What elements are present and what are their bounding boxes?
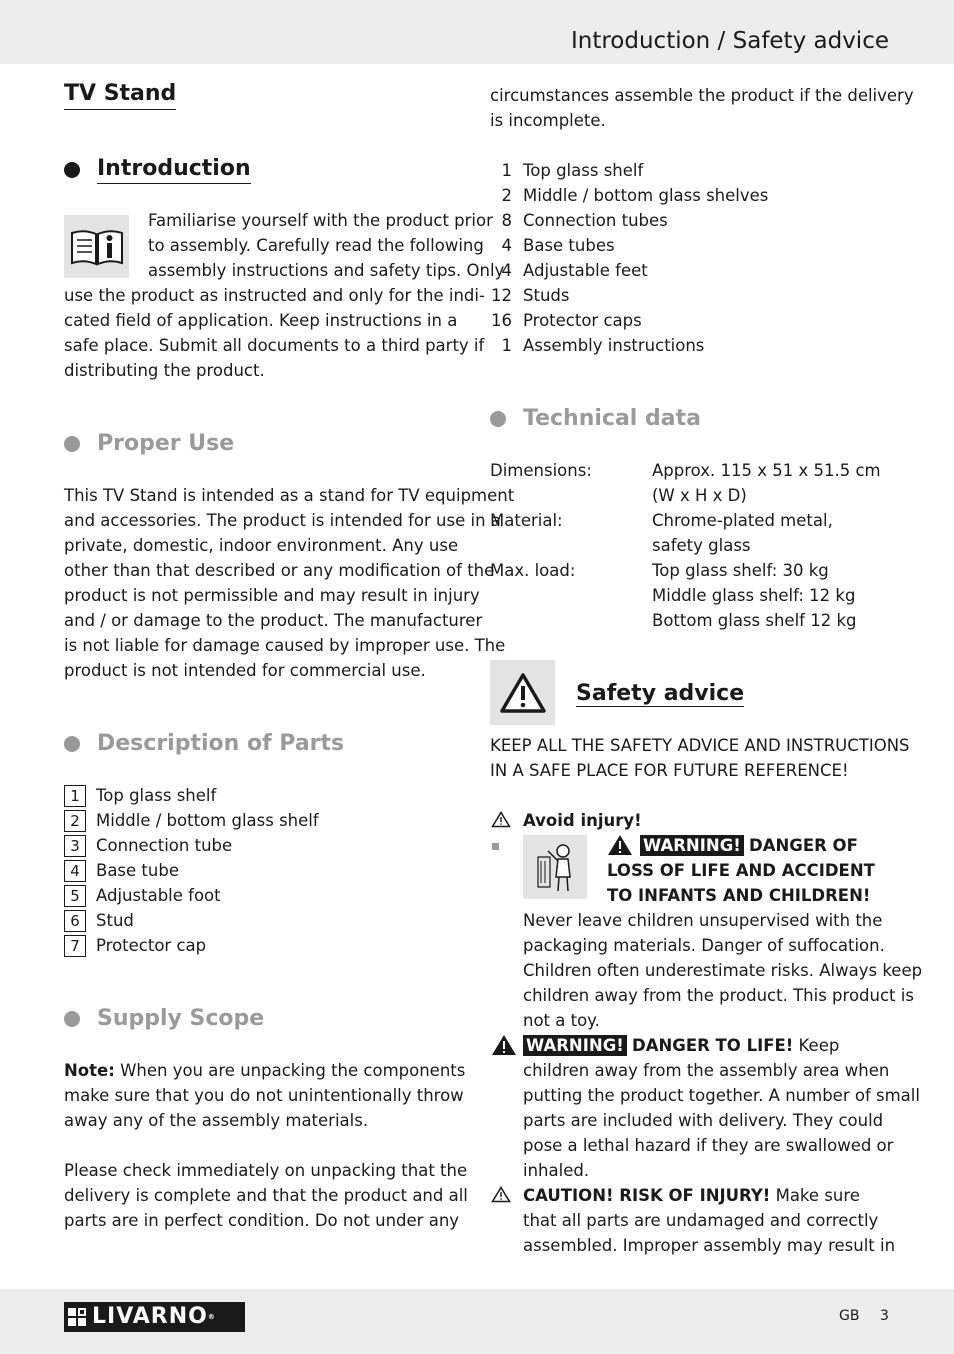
supply-item: Studs (523, 286, 570, 305)
bullet-dot-icon (64, 736, 80, 752)
page-number: 3 (880, 1308, 889, 1324)
part-number-box: 1 (64, 785, 86, 807)
children-text-line-5: not a toy. (523, 1011, 600, 1030)
info-book-icon (64, 215, 129, 278)
children-text-line-2: packaging materials. Danger of suffocation. (523, 936, 885, 955)
section-title-technical-data: Technical data (523, 406, 701, 431)
supply-check-line-3: parts are in perfect condition. Do not under any (64, 1211, 460, 1230)
product-title-wrap (64, 80, 176, 110)
tech-key: Max. load: (490, 561, 576, 580)
caution-first: Make sure (770, 1186, 860, 1205)
danger-children-text: DANGER OF (749, 836, 858, 855)
supply-qty: 16 (491, 311, 512, 330)
warning-label-badge: WARNING! (523, 1035, 627, 1056)
tech-value: safety glass (652, 536, 751, 555)
intro-line-3: assembly instructions and safety tips. Only (148, 261, 505, 280)
proper-use-line-2: and accessories. The product is intended for use in a (64, 511, 501, 530)
part-label: Connection tube (96, 836, 233, 855)
section-title-supply-scope: Supply Scope (97, 1006, 265, 1031)
small-warning-icon (491, 811, 511, 828)
danger-children-line-3: TO INFANTS AND CHILDREN! (607, 886, 871, 905)
part-number-box: 3 (64, 835, 86, 857)
safety-title-wrap (576, 680, 744, 708)
section-technical-data (490, 405, 701, 433)
danger-life-line-3: putting the product together. A number of small (523, 1086, 920, 1105)
logo-mark-icon (68, 1308, 86, 1326)
part-number-box: 4 (64, 860, 86, 882)
part-label: Middle / bottom glass shelf (96, 811, 319, 830)
section-title-safety-advice: Safety advice (576, 681, 745, 706)
part-number-box: 7 (64, 935, 86, 957)
danger-life-line-5: pose a lethal hazard if they are swallowed or (523, 1136, 894, 1155)
supply-item: Top glass shelf (523, 161, 644, 180)
supply-qty: 1 (501, 161, 512, 180)
supply-item: Protector caps (523, 311, 642, 330)
danger-life-label: DANGER TO LIFE! (632, 1036, 794, 1055)
intro-line-7: distributing the product. (64, 361, 265, 380)
supply-note-line-1 (64, 1058, 465, 1083)
note-label: Note: (64, 1061, 115, 1080)
supply-item: Assembly instructions (523, 336, 705, 355)
caution-line-2: that all parts are undamaged and correctly (523, 1211, 879, 1230)
part-number-box: 5 (64, 885, 86, 907)
brand-name (92, 1304, 215, 1330)
tech-value: Approx. 115 x 51 x 51.5 cm (652, 461, 881, 480)
bullet-dot-icon (64, 436, 80, 452)
supply-qty: 2 (501, 186, 512, 205)
children-text-line-1: Never leave children unsupervised with the (523, 911, 883, 930)
supply-qty: 1 (501, 336, 512, 355)
tech-value: Bottom glass shelf 12 kg (652, 611, 857, 630)
part-label: Top glass shelf (96, 786, 217, 805)
section-supply-scope (64, 1005, 264, 1033)
supply-qty: 12 (491, 286, 512, 305)
caution-line-3: assembled. Improper assembly may result in (523, 1236, 896, 1255)
proper-use-line-5: product is not permissible and may result in injury (64, 586, 480, 605)
danger-life-line-2: children away from the assembly area when (523, 1061, 890, 1080)
supply-item: Connection tubes (523, 211, 668, 230)
intro-line-4: use the product as instructed and only for the indi- (64, 286, 485, 305)
keep-line-1: KEEP ALL THE SAFETY ADVICE AND INSTRUCTIONS (490, 736, 910, 755)
supply-item: Adjustable feet (523, 261, 648, 280)
danger-life-first: Keep (793, 1036, 840, 1055)
supply-check-line-1: Please check immediately on unpacking that the (64, 1161, 468, 1180)
children-text-line-3: Children often underestimate risks. Always keep (523, 961, 923, 980)
proper-use-line-3: private, domestic, indoor environment. Any use (64, 536, 459, 555)
language-code: GB (839, 1308, 860, 1324)
intro-line-5: cated field of application. Keep instructions in a (64, 311, 458, 330)
child-safety-icon (523, 835, 587, 899)
brand-registered-mark: ® (207, 1313, 215, 1321)
avoid-injury-heading: Avoid injury! (523, 811, 642, 830)
page-header-title: Introduction / Safety advice (570, 28, 889, 54)
supply-qty: 8 (501, 211, 512, 230)
list-bullet-square (492, 843, 499, 850)
part-label: Protector cap (96, 936, 207, 955)
open-book-icon (69, 227, 125, 267)
supply-item: Middle / bottom glass shelves (523, 186, 769, 205)
intro-line-1: Familiarise yourself with the product prior (148, 211, 493, 230)
warning-triangle-icon (490, 660, 555, 725)
tech-key: Dimensions: (490, 461, 592, 480)
danger-life-line-4: parts are included with delivery. They could (523, 1111, 884, 1130)
note-text: When you are unpacking the components (114, 1061, 466, 1080)
proper-use-line-6: and / or damage to the product. The manufacturer (64, 611, 483, 630)
intro-line-6: safe place. Submit all documents to a third party if (64, 336, 485, 355)
section-introduction (64, 155, 251, 184)
proper-use-line-1: This TV Stand is intended as a stand for TV equipment (64, 486, 515, 505)
supply-note-line-3: away any of the assembly materials. (64, 1111, 369, 1130)
section-title-description-of-parts: Description of Parts (97, 731, 345, 756)
supply-check-line-2: delivery is complete and that the product and all (64, 1186, 468, 1205)
continued-line-2: is incomplete. (490, 111, 606, 130)
section-title-proper-use: Proper Use (97, 431, 235, 456)
section-title-introduction: Introduction (97, 155, 251, 184)
danger-life-line-1 (523, 1033, 839, 1058)
tech-value: Middle glass shelf: 12 kg (652, 586, 856, 605)
bullet-dot-icon (490, 411, 506, 427)
supply-qty: 4 (501, 261, 512, 280)
proper-use-line-7: is not liable for damage caused by improper use. The (64, 636, 506, 655)
child-with-bag-icon (530, 839, 580, 895)
warning-triangle-icon (499, 672, 547, 714)
proper-use-line-8: product is not intended for commercial use. (64, 661, 426, 680)
children-text-line-4: children away from the product. This product is (523, 986, 914, 1005)
part-label: Stud (96, 911, 134, 930)
part-number-box: 2 (64, 810, 86, 832)
caution-line-1 (523, 1183, 860, 1208)
supply-note-line-2: make sure that you do not unintentionally throw (64, 1086, 464, 1105)
supply-qty: 4 (501, 236, 512, 255)
small-warning-icon (491, 1186, 511, 1203)
part-number-box: 6 (64, 910, 86, 932)
warning-triangle-filled-icon (607, 834, 633, 856)
part-label: Adjustable foot (96, 886, 221, 905)
danger-children-line-2: LOSS OF LIFE AND ACCIDENT (607, 861, 875, 880)
tech-key: Material: (490, 511, 563, 530)
warning-line-1 (640, 833, 858, 858)
keep-line-2: IN A SAFE PLACE FOR FUTURE REFERENCE! (490, 761, 849, 780)
intro-line-2: to assembly. Carefully read the following (148, 236, 484, 255)
product-title: TV Stand (64, 80, 176, 110)
warning-label-badge: WARNING! (640, 835, 744, 856)
proper-use-line-4: other than that described or any modification of the (64, 561, 495, 580)
livarno-logo (64, 1302, 245, 1332)
caution-label: CAUTION! RISK OF INJURY! (523, 1186, 771, 1205)
tech-value: (W x H x D) (652, 486, 747, 505)
supply-item: Base tubes (523, 236, 615, 255)
warning-triangle-filled-icon (491, 1034, 517, 1056)
bullet-dot-icon (64, 1011, 80, 1027)
part-label: Base tube (96, 861, 179, 880)
section-proper-use (64, 430, 234, 458)
brand-text: LIVARNO (92, 1304, 208, 1329)
danger-life-line-6: inhaled. (523, 1161, 590, 1180)
section-description-of-parts (64, 730, 344, 758)
tech-value: Chrome-plated metal, (652, 511, 833, 530)
continued-line-1: circumstances assemble the product if the delivery (490, 86, 914, 105)
tech-value: Top glass shelf: 30 kg (652, 561, 829, 580)
bullet-dot-icon (64, 162, 80, 178)
